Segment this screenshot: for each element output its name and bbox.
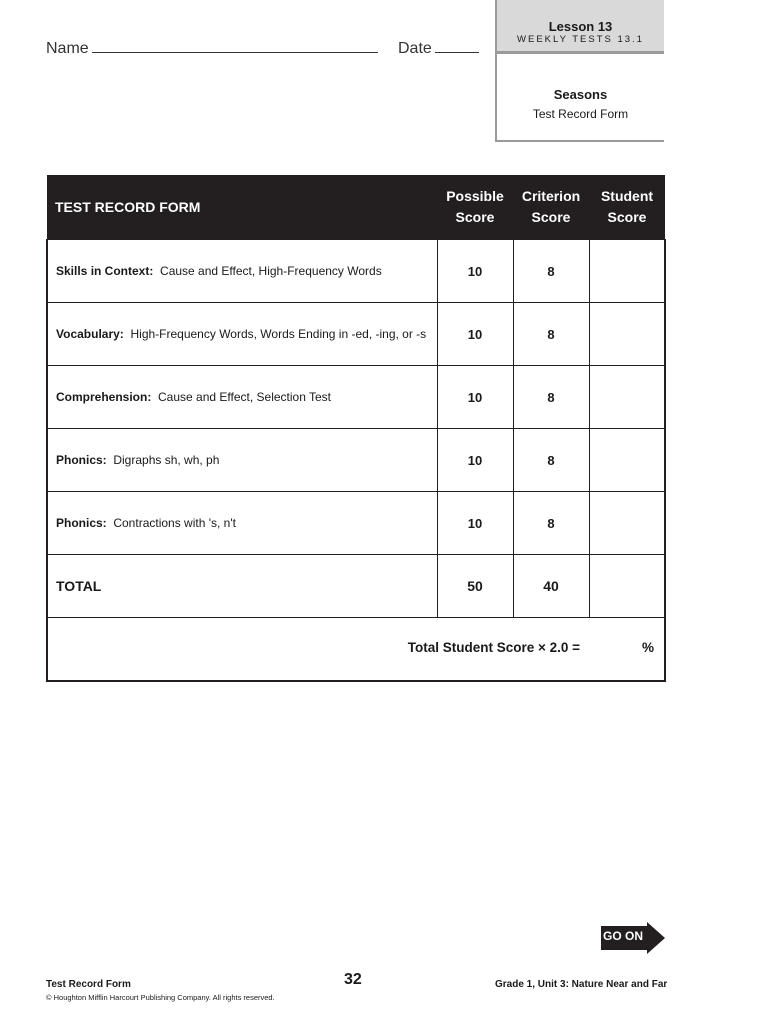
date-label: Date <box>398 40 432 57</box>
skill-name: Skills in Context: <box>56 264 154 278</box>
student-score-cell[interactable] <box>589 429 665 492</box>
table-row <box>47 492 665 555</box>
possible-score: 10 <box>437 492 513 555</box>
table-row <box>47 303 665 366</box>
skill-detail: Cause and Effect, Selection Test <box>158 390 332 404</box>
go-on-label: GO ON <box>603 929 644 943</box>
skill-detail: Cause and Effect, High-Frequency Words <box>160 264 382 278</box>
total-label: TOTAL <box>47 555 437 618</box>
name-blank[interactable] <box>92 38 378 53</box>
lesson-box <box>495 0 664 142</box>
row-label <box>47 492 437 555</box>
date-blank[interactable] <box>435 38 479 53</box>
column-header-line: Student <box>600 188 654 204</box>
lesson-header <box>497 0 664 54</box>
page-number: 32 <box>344 971 362 988</box>
footer-form-name: Test Record Form <box>46 979 131 990</box>
formula-row <box>47 618 665 682</box>
possible-score: 10 <box>437 240 513 303</box>
criterion-score: 8 <box>513 303 589 366</box>
lesson-topic: Seasons <box>553 87 608 102</box>
column-header-criterion <box>513 175 589 240</box>
score-formula: Total Student Score × 2.0 = <box>407 640 580 655</box>
skill-name: Comprehension: <box>56 390 152 404</box>
student-score-cell[interactable] <box>589 303 665 366</box>
possible-score: 10 <box>437 303 513 366</box>
row-label <box>47 429 437 492</box>
date-field[interactable] <box>398 38 479 58</box>
total-possible: 50 <box>437 555 513 618</box>
name-label: Name <box>46 40 89 57</box>
possible-score: 10 <box>437 429 513 492</box>
column-header-student <box>589 175 665 240</box>
lesson-form: Test Record Form <box>532 107 629 121</box>
column-header-line: Score <box>455 209 495 225</box>
student-score-cell[interactable] <box>589 240 665 303</box>
column-header-line: Criterion <box>521 188 581 204</box>
table-row <box>47 240 665 303</box>
skill-detail: Digraphs sh, wh, ph <box>113 453 220 467</box>
student-score-cell[interactable] <box>589 366 665 429</box>
total-criterion: 40 <box>513 555 589 618</box>
lesson-title: Lesson 13 <box>548 19 613 34</box>
test-record-table <box>46 175 666 682</box>
row-label <box>47 303 437 366</box>
row-label <box>47 366 437 429</box>
column-header-line: Score <box>607 209 647 225</box>
criterion-score: 8 <box>513 492 589 555</box>
footer-copyright: © Houghton Mifflin Harcourt Publishing Company. All rights reserved. <box>46 993 275 1002</box>
criterion-score: 8 <box>513 366 589 429</box>
name-field[interactable] <box>46 38 378 58</box>
row-label <box>47 240 437 303</box>
table-row <box>47 366 665 429</box>
total-row <box>47 555 665 618</box>
footer-grade-unit: Grade 1, Unit 3: Nature Near and Far <box>495 979 668 990</box>
column-header-line: Possible <box>446 188 504 204</box>
criterion-score: 8 <box>513 240 589 303</box>
table-header-row <box>47 175 665 240</box>
column-header-possible <box>437 175 513 240</box>
lesson-subtitle: WEEKLY TESTS 13.1 <box>517 34 644 45</box>
table-row <box>47 429 665 492</box>
table-title: TEST RECORD FORM <box>47 175 437 240</box>
possible-score: 10 <box>437 366 513 429</box>
lesson-body <box>497 54 664 124</box>
skill-detail: Contractions with 's, n't <box>113 516 236 530</box>
skill-name: Vocabulary: <box>56 327 124 341</box>
skill-name: Phonics: <box>56 453 107 467</box>
student-score-cell[interactable] <box>589 492 665 555</box>
criterion-score: 8 <box>513 429 589 492</box>
skill-detail: High-Frequency Words, Words Ending in -ed, -ing, or -s <box>130 327 427 341</box>
column-header-line: Score <box>531 209 571 225</box>
percent-sign: % <box>641 640 654 655</box>
total-student-score-cell[interactable] <box>589 555 665 618</box>
skill-name: Phonics: <box>56 516 107 530</box>
formula-cell[interactable] <box>47 618 665 682</box>
